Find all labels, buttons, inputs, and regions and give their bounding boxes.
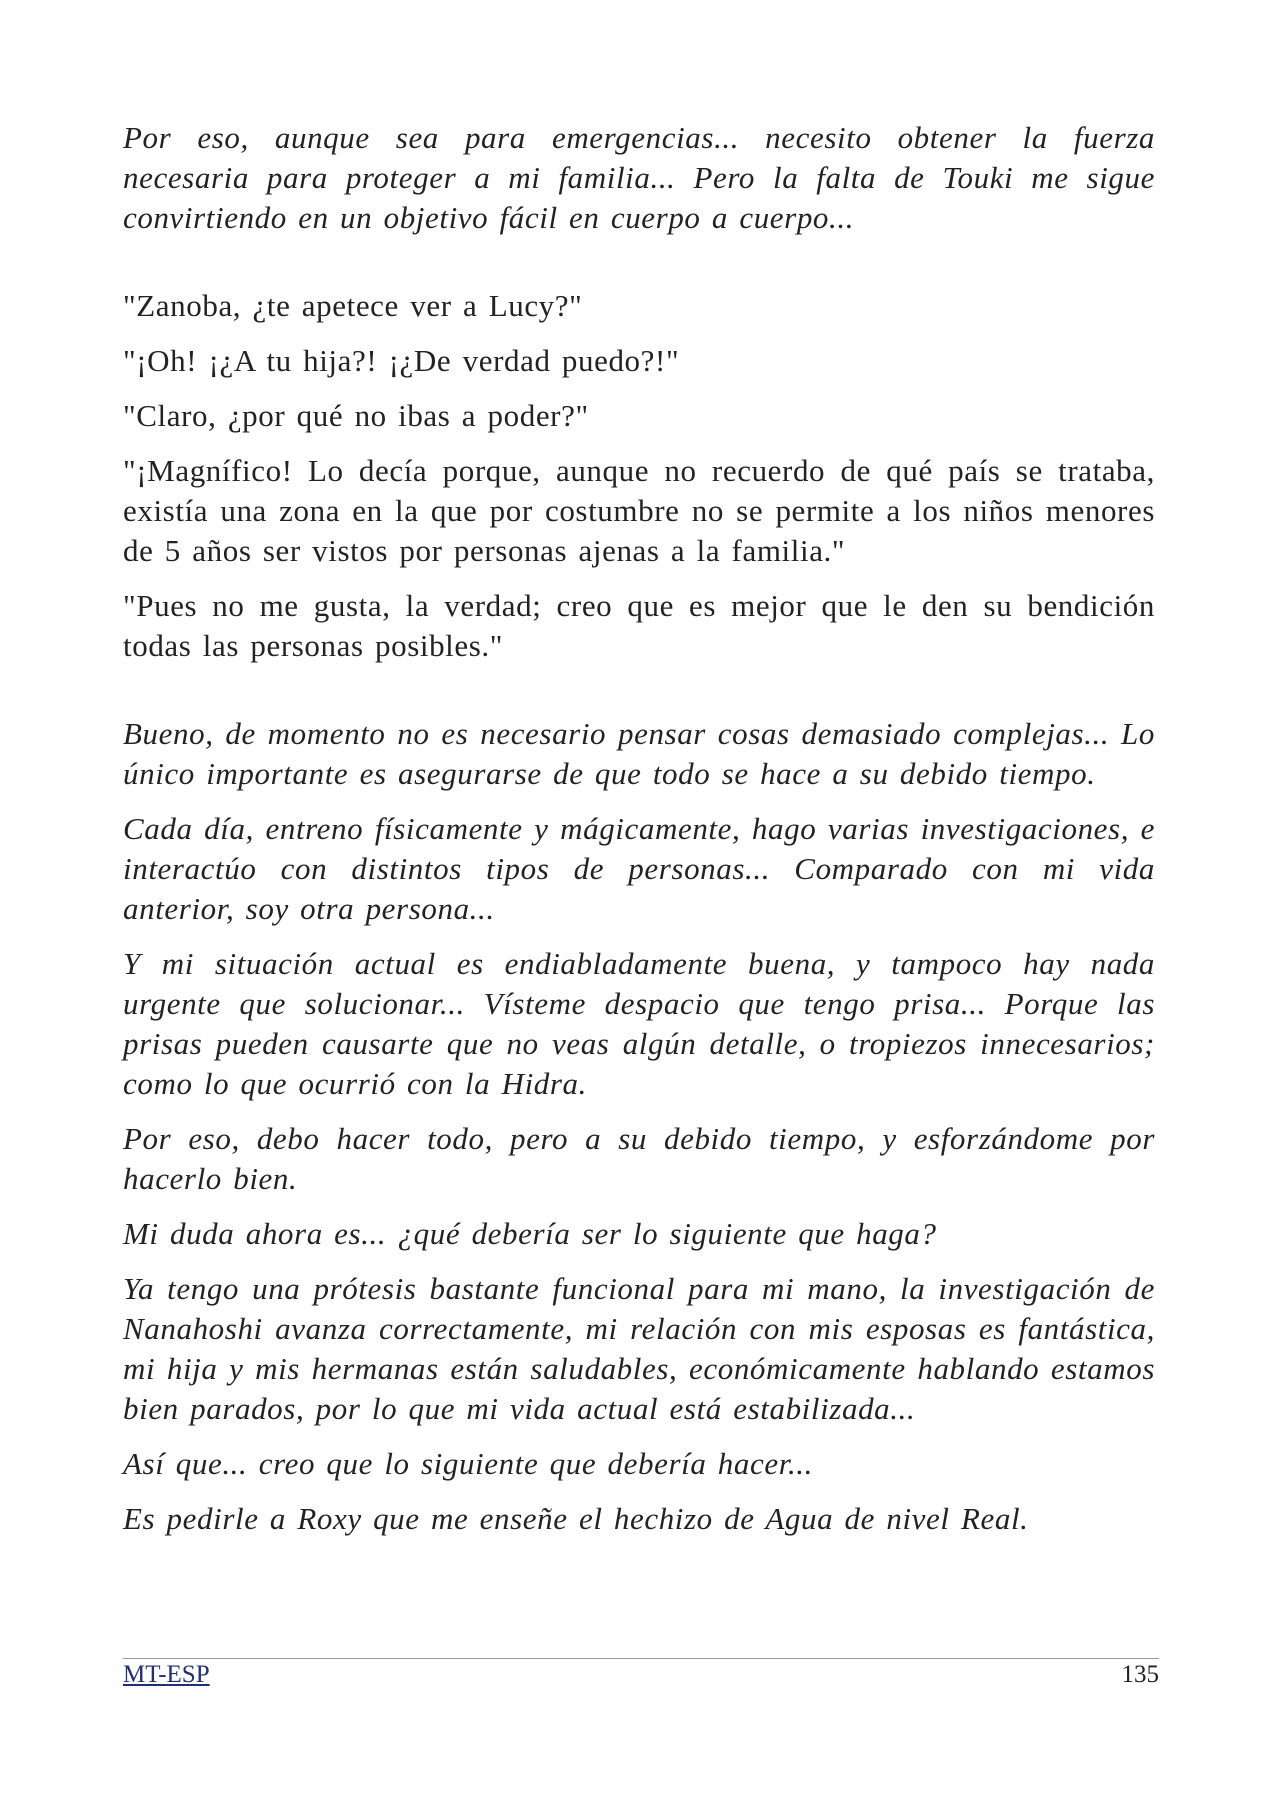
dialogue-line: "¡Oh! ¡¿A tu hija?! ¡¿De verdad puedo?!"	[123, 343, 680, 378]
paragraph: Por eso, debo hacer todo, pero a su debido tiempo, y esforzándome por hacerlo bien.	[123, 1121, 1155, 1196]
paragraph: Cada día, entreno físicamente y mágicamente, hago varias investigaciones, e interactúo con distintos tipos de personas... Comparado con mi vida anterior, soy otra persona...	[123, 811, 1155, 926]
dialogue-line: "¡Magnífico! Lo decía porque, aunque no recuerdo de qué país se trataba, existía una zona en la que por costumbre no se permite a los niños menores de 5 años ser vistos por personas ajenas a la familia."	[123, 453, 1155, 568]
page-body	[123, 118, 1155, 1539]
dialogue-line: "Claro, ¿por qué no ibas a poder?"	[123, 398, 589, 433]
page-number: 135	[1121, 1661, 1159, 1688]
paragraph: Y mi situación actual es endiabladamente buena, y tampoco hay nada urgente que solucionar... Vísteme despacio que tengo prisa... Porque las prisas pueden causarte que no veas algún detalle, o tropiezos innecesarios; como lo que ocurrió con la Hidra.	[123, 946, 1155, 1101]
paragraph: Por eso, aunque sea para emergencias... necesito obtener la fuerza necesaria para proteger a mi familia... Pero la falta de Touki me sigue convirtiendo en un objetivo fácil en cuerpo a cuerpo...	[123, 120, 1155, 235]
footer-divider	[123, 1658, 1159, 1659]
paragraph: Así que... creo que lo siguiente que debería hacer...	[123, 1446, 813, 1481]
paragraph: Ya tengo una prótesis bastante funcional para mi mano, la investigación de Nanahoshi avanza correctamente, mi relación con mis esposas es fantástica, mi hija y mis hermanas están saludables, económicamente hablando estamos bien parados, por lo que mi vida actual está estabilizada...	[123, 1271, 1155, 1426]
paragraph: Mi duda ahora es... ¿qué debería ser lo siguiente que haga?	[123, 1216, 937, 1251]
dialogue-line: "Zanoba, ¿te apetece ver a Lucy?"	[123, 288, 583, 323]
dialogue-line: "Pues no me gusta, la verdad; creo que es mejor que le den su bendición todas las personas posibles."	[123, 588, 1155, 663]
footer-source-link[interactable]: MT-ESP	[123, 1661, 210, 1688]
paragraph: Bueno, de momento no es necesario pensar cosas demasiado complejas... Lo único importante es asegurarse de que todo se hace a su debido tiempo.	[123, 716, 1155, 791]
paragraph: Es pedirle a Roxy que me enseñe el hechizo de Agua de nivel Real.	[123, 1501, 1029, 1536]
